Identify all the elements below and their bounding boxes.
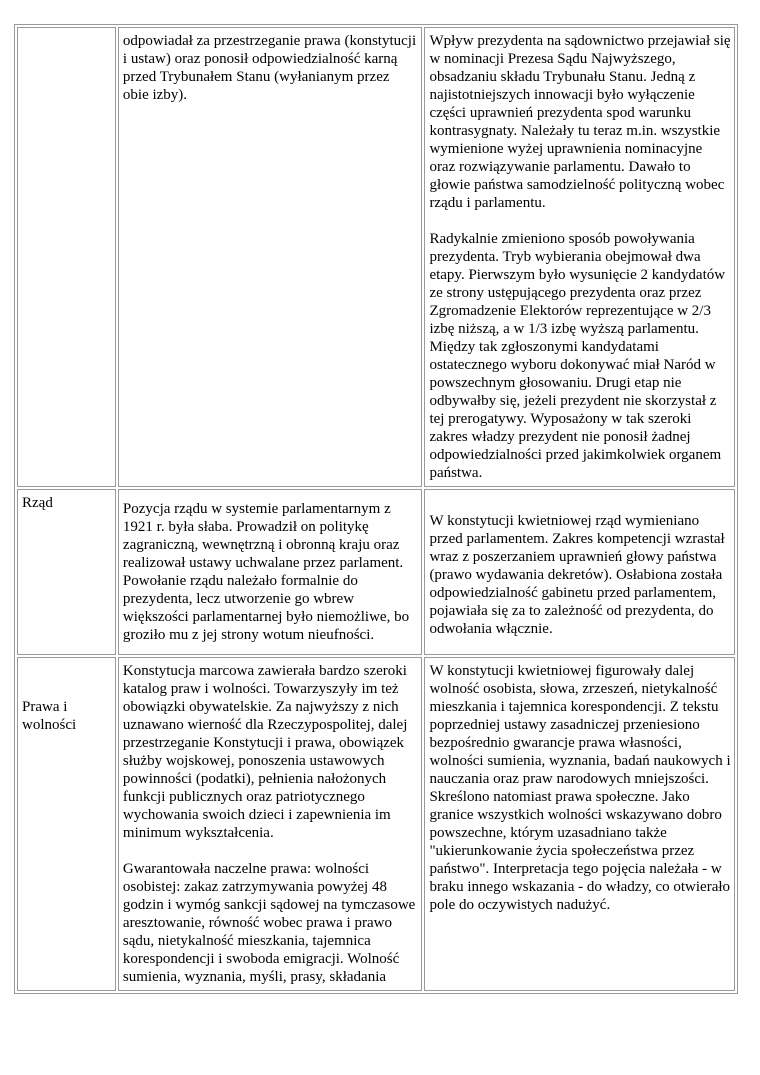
march-constitution-cell (118, 657, 423, 991)
table-row (17, 657, 735, 991)
row-label-cell (17, 27, 116, 487)
march-constitution-cell (118, 27, 423, 487)
row-label-cell (17, 489, 116, 655)
paragraph: Konstytucja marcowa zawierała bardzo szeroki katalog praw i wolności. Towarzyszyły im też obowiązki obywatelskie. Za najwyższy z nich uznawano wierność dla Rzeczypospolitej, dalej przestrzeganie Konstytucji i prawa, obowiązek służby wojskowej, ponoszenia ustawowych powinności (podatki), pełnienia nałożonych funkcji publicznych oraz patriotycznego wychowania swoich dzieci i zapewnienia im minimum wykształcenia. (122, 663, 408, 841)
paragraph: Radykalnie zmieniono sposób powoływania prezydenta. Tryb wybierania obejmował dwa etapy. Pierwszym było wysunięcie 2 kandydatów ze strony ustępującego prezydenta oraz przez Zgromadzenie Elektorów reprezentujące w 2/3 izbę niższą, a w 1/3 izbę wyższą parlamentu. Między tak zgłoszonymi kandydatami ostatecznego wyboru dokonywać miał Naród w powszechnym głosowaniu. Drugi etap nie odbywałby się, jeżeli prezydent nie skorzystał z tej prerogatywy. Wyposażony w tak szeroki zakres władzy prezydent nie ponosił żadnej odpowiedzialności przed jakimkolwiek organem państwa. (429, 231, 726, 481)
april-constitution-cell (424, 27, 735, 487)
paragraph: odpowiadał za przestrzeganie prawa (konstytucji i ustaw) oraz ponosił odpowiedzialność karną przed Trybunałem Stanu (wyłanianym przez obie izby). (122, 33, 417, 103)
comparison-table (14, 24, 738, 994)
april-constitution-cell (424, 657, 735, 991)
table-row (17, 27, 735, 487)
row-label: Prawa i wolności (22, 699, 77, 733)
march-constitution-cell (118, 489, 423, 655)
paragraph: W konstytucji kwietniowej figurowały dalej wolność osobista, słowa, zrzeszeń, nietykalność mieszkania i tajemnica korespondencji. Z tekstu poprzedniej ustawy zasadniczej przeniesiono bezpośrednio gwarancje prawa własności, wolności sumienia, wyznania, badań naukowych i nauczania oraz praw narodowych mniejszości. Skreślono natomiast prawa społeczne. Jako granice wszystkich wolności wskazywano dobro powszechne, którym uzasadniano także "ukierunkowanie życia społeczeństwa przez państwo". Interpretacja tego pojęcia należała - w braku innego wskazania - do władzy, co otwierało pole do oczywistych nadużyć. (429, 663, 731, 913)
april-constitution-cell (424, 489, 735, 655)
paragraph: Wpływ prezydenta na sądownictwo przejawiał się w nominacji Prezesa Sądu Najwyższego, obsadzaniu składu Trybunału Stanu. Jedną z najistotniejszych innowacji było wyłączenie części uprawnień prezydenta spod warunku kontrasygnaty. Należały tu teraz m.in. wszystkie wymienione wyżej uprawnienia nominacyjne oraz rozwiązywanie parlamentu. Dawało to głowie państwa samodzielność polityczną wobec rządu i parlamentu. (429, 33, 731, 211)
paragraph: Gwarantowała naczelne prawa: wolności osobistej: zakaz zatrzymywania powyżej 48 godzin i wymóg sankcji sądowej na tymczasowe aresztowanie, równość wobec prawa i prawo sądu, nietykalność mieszkania, tajemnica korespondencji i swoboda emigracji. Wolność sumienia, wyznania, myśli, prasy, składania (122, 861, 416, 985)
table-row (17, 489, 735, 655)
row-label-cell (17, 657, 116, 991)
paragraph: W konstytucji kwietniowej rząd wymieniano przed parlamentem. Zakres kompetencji wzrastał wraz z poszerzaniem uprawnień głowy państwa (prawo wydawania dekretów). Osłabiona została odpowiedzialność gabinetu przed parlamentem, pojawiała się za to zależność od prezydenta, do odwołania włącznie. (429, 513, 725, 637)
row-label: Rząd (22, 495, 53, 511)
paragraph: Pozycja rządu w systemie parlamentarnym z 1921 r. była słaba. Prowadził on politykę zagraniczną, wewnętrzną i obronną kraju oraz realizował ustawy uchwalane przez parlament. Powołanie rządu należało formalnie do prezydenta, lecz utworzenie go wbrew większości parlamentarnej było niemożliwe, bo groziło mu z jej strony wotum nieufności. (122, 501, 410, 643)
